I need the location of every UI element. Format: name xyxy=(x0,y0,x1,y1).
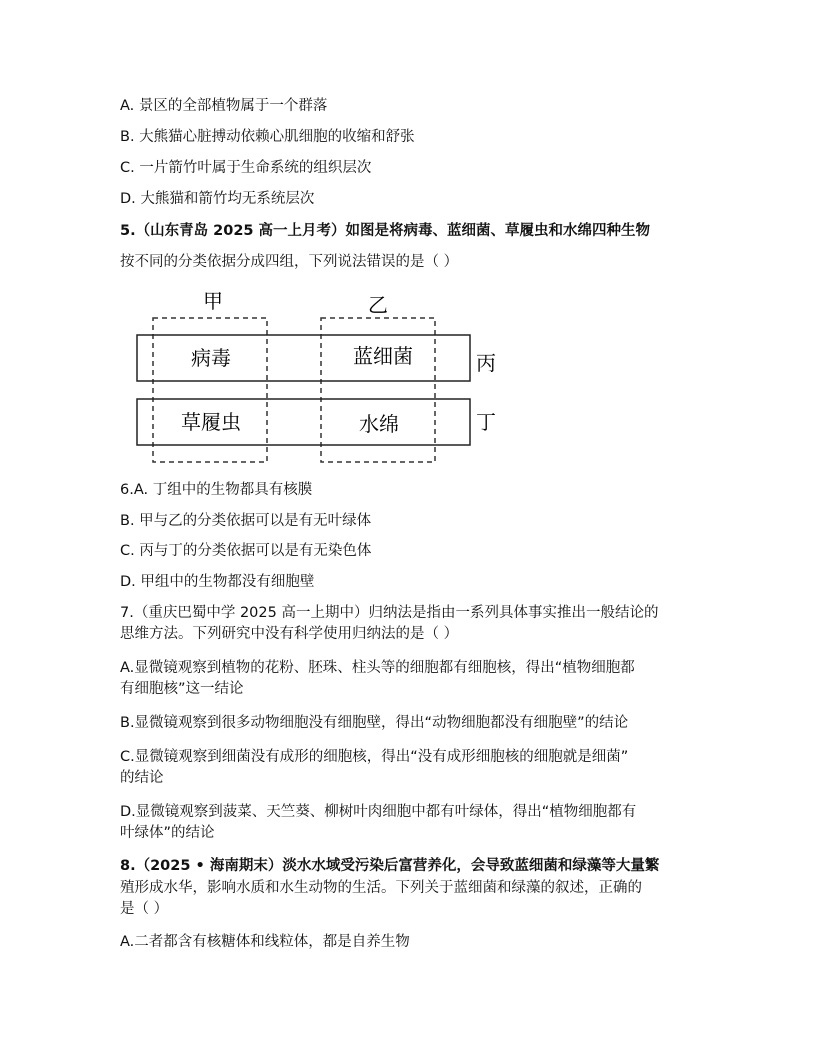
q7-stem-line1: 7.（重庆巴蜀中学 2025 高一上期中）归纳法是指由一系列具体事实推出一般结论的 xyxy=(120,605,659,621)
cell-virus: 病毒 xyxy=(191,346,231,370)
q7-option-a-line2: 有细胞核”这一结论 xyxy=(120,681,244,697)
q7-option-b: B.显微镜观察到很多动物细胞没有细胞壁，得出“动物细胞都没有细胞壁”的结论 xyxy=(120,715,629,731)
q7-option-d-line1: D.显微镜观察到菠菜、天竺葵、柳树叶肉细胞中都有叶绿体，得出“植物细胞都有 xyxy=(120,804,637,820)
q6-option-c: C. 丙与丁的分类依据可以是有无染色体 xyxy=(120,543,372,559)
q5-stem-line2: 按不同的分类依据分成四组，下列说法错误的是（ ） xyxy=(120,254,459,270)
q6-option-b: B. 甲与乙的分类依据可以是有无叶绿体 xyxy=(120,513,372,529)
col-label-jia: 甲 xyxy=(203,289,223,313)
cell-paramecium: 草履虫 xyxy=(181,410,241,434)
q7-option-c-line1: C.显微镜观察到细菌没有成形的细胞核，得出“没有成形细胞核的细胞就是细菌” xyxy=(120,749,629,765)
q6-option-d: D. 甲组中的生物都没有细胞壁 xyxy=(120,574,315,590)
row-label-bing: 丙 xyxy=(476,351,496,375)
q4-option-d: D. 大熊猫和箭竹均无系统层次 xyxy=(120,191,315,207)
cell-spirogyra: 水绵 xyxy=(359,412,399,436)
q7-option-c-line2: 的结论 xyxy=(120,770,164,786)
q4-option-a: A. 景区的全部植物属于一个群落 xyxy=(120,98,328,114)
q7-option-d-line2: 叶绿体”的结论 xyxy=(120,825,215,841)
classification-diagram xyxy=(130,286,510,468)
q7-stem-line2: 思维方法。下列研究中没有科学使用归纳法的是（ ） xyxy=(120,626,459,642)
cell-cyanobacteria: 蓝细菌 xyxy=(353,344,413,368)
q8-stem-line1: 8.（2025 • 海南期末）淡水水域受污染后富营养化，会导致蓝细菌和绿藻等大量繁 xyxy=(120,858,660,874)
group-jia-dashed-box xyxy=(153,318,267,462)
row-label-ding: 丁 xyxy=(476,410,496,434)
group-bing-box xyxy=(137,335,470,381)
q8-option-a: A.二者都含有核糖体和线粒体，都是自养生物 xyxy=(120,934,410,950)
q8-stem-line2: 殖形成水华，影响水质和水生动物的生活。下列关于蓝细菌和绿藻的叙述，正确的 xyxy=(120,880,642,896)
q8-stem-line3: 是（ ） xyxy=(120,901,169,917)
q7-option-a-line1: A.显微镜观察到植物的花粉、胚珠、柱头等的细胞都有细胞核，得出“植物细胞都 xyxy=(120,660,635,676)
col-label-yi: 乙 xyxy=(368,293,388,317)
q4-option-b: B. 大熊猫心脏搏动依赖心肌细胞的收缩和舒张 xyxy=(120,129,415,145)
q6-option-a: 6.A. 丁组中的生物都具有核膜 xyxy=(120,482,313,498)
q4-option-c: C. 一片箭竹叶属于生命系统的组织层次 xyxy=(120,160,372,176)
q5-stem-line1: 5.（山东青岛 2025 高一上月考）如图是将病毒、蓝细菌、草履虫和水绵四种生物 xyxy=(120,223,651,239)
group-yi-dashed-box xyxy=(321,318,435,462)
